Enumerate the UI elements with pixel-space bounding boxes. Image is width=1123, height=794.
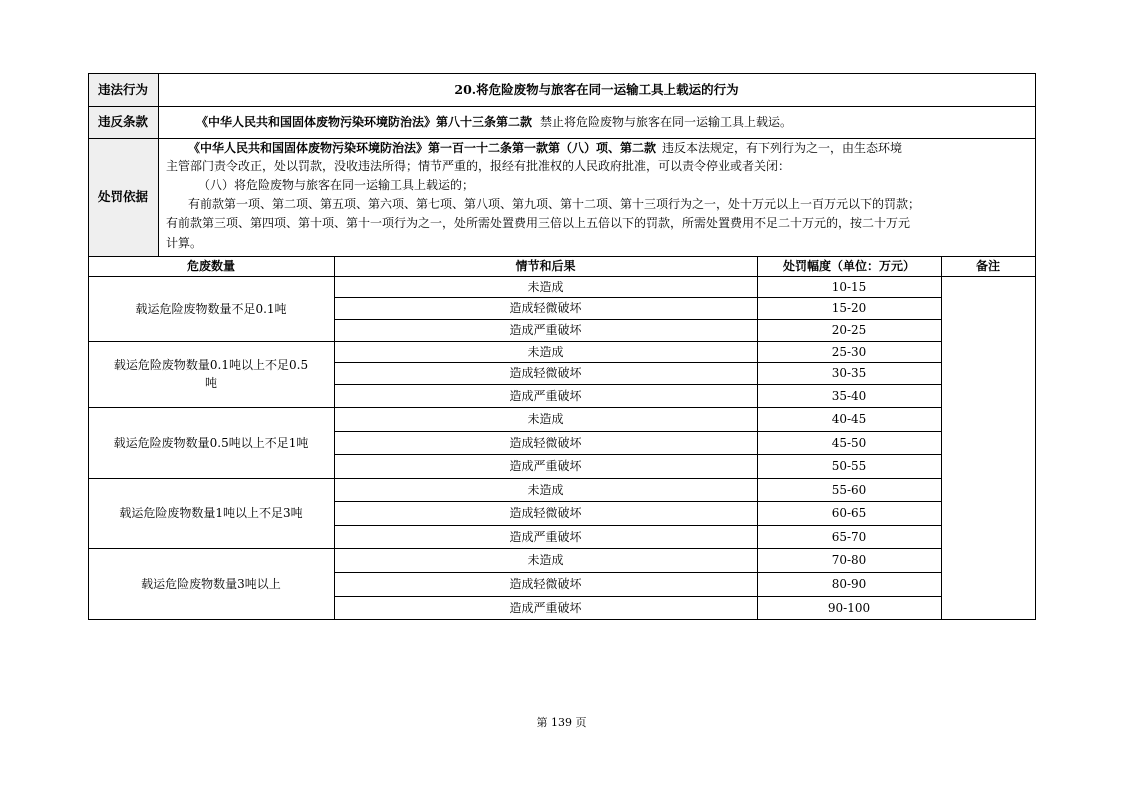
consequence-cell: 造成轻微破坏 — [509, 435, 582, 450]
rule — [88, 407, 941, 408]
rule — [334, 572, 941, 573]
rule — [88, 138, 1036, 139]
range-cell: 90-100 — [827, 600, 871, 615]
header-remark: 备注 — [975, 259, 1000, 273]
rule — [334, 297, 941, 298]
consequence-cell: 未造成 — [527, 279, 564, 294]
consequence-cell: 造成轻微破坏 — [509, 366, 582, 380]
range-cell: 80-90 — [831, 577, 867, 591]
rule — [334, 501, 941, 502]
range-cell: 65-70 — [831, 529, 867, 544]
rule — [334, 596, 941, 597]
rule — [88, 619, 1036, 620]
consequence-cell: 未造成 — [527, 344, 564, 359]
violation-title: 20.将危险废物与旅客在同一运输工具上载运的行为 — [454, 81, 739, 97]
consequence-cell: 造成严重破坏 — [509, 323, 582, 337]
range-cell: 40-45 — [831, 412, 867, 426]
clause-content — [196, 113, 1031, 132]
rule — [88, 73, 1036, 74]
range-cell: 50-55 — [831, 459, 867, 473]
basis-line-2: 主管部门责令改正，处以罚款，没收违法所得；情节严重的，报经有批准权的人民政府批准，可以责令停业或者关闭： — [166, 159, 791, 173]
quantity-cell — [88, 341, 334, 407]
rule — [88, 478, 941, 479]
basis-line-3: （八）将危险废物与旅客在同一运输工具上载运的； — [198, 178, 475, 192]
header-consequence: 情节和后果 — [515, 259, 576, 273]
rule — [1035, 256, 1036, 619]
quantity-line-1: 载运危险废物数量0.1吨以上不足0.5 — [113, 358, 309, 372]
rule — [334, 525, 941, 526]
clause-law: 《中华人民共和国固体废物污染环境防治法》第八十三条第二款 — [196, 115, 533, 129]
rule — [757, 256, 758, 619]
rule — [941, 256, 942, 619]
range-cell: 45-50 — [831, 435, 867, 450]
rule — [88, 276, 1036, 277]
rule — [88, 106, 1036, 107]
rule — [1035, 73, 1036, 256]
basis-label: 处罚依据 — [97, 189, 148, 204]
consequence-cell: 未造成 — [527, 553, 564, 567]
quantity-cell: 载运危险废物数量不足0.1吨 — [135, 301, 287, 316]
basis-line-6: 计算。 — [166, 236, 203, 250]
rule — [158, 73, 159, 256]
violation-label: 违法行为 — [97, 81, 148, 97]
header-range: 处罚幅度（单位：万元） — [782, 259, 915, 273]
rule — [334, 384, 941, 385]
consequence-cell: 造成严重破坏 — [509, 459, 582, 473]
range-cell: 10-15 — [831, 279, 867, 294]
range-cell: 30-35 — [831, 366, 867, 380]
range-cell: 20-25 — [831, 323, 867, 337]
range-cell: 15-20 — [831, 301, 867, 315]
page-number: 第 139 页 — [536, 716, 587, 729]
quantity-cell: 载运危险废物数量3吨以上 — [141, 576, 281, 591]
remark-cell — [941, 276, 1035, 619]
range-cell: 60-65 — [831, 506, 867, 520]
rule — [334, 454, 941, 455]
range-cell: 25-30 — [831, 344, 867, 359]
consequence-cell: 未造成 — [527, 412, 564, 426]
clause-text: 禁止将危险废物与旅客在同一运输工具上载运。 — [540, 115, 793, 129]
basis-line-4: 有前款第一项、第二项、第五项、第六项、第七项、第八项、第九项、第十二项、第十三项行为之一，处十万元以上一百万元以下的罚款； — [188, 197, 921, 211]
consequence-cell: 造成严重破坏 — [509, 600, 582, 615]
rule — [334, 256, 335, 619]
rule — [334, 431, 941, 432]
consequence-cell: 造成严重破坏 — [509, 529, 582, 544]
basis-law: 《中华人民共和国固体废物污染环境防治法》第一百一十二条第一款第（八）项、第二款 — [188, 141, 657, 155]
range-cell: 70-80 — [831, 553, 867, 567]
quantity-cell: 载运危险废物数量1吨以上不足3吨 — [119, 506, 303, 520]
rule — [88, 256, 89, 619]
consequence-cell: 造成轻微破坏 — [509, 506, 582, 520]
rule — [88, 73, 89, 256]
range-cell: 35-40 — [831, 388, 867, 403]
basis-line-1 — [188, 139, 1033, 158]
consequence-cell: 造成轻微破坏 — [509, 577, 582, 591]
consequence-cell: 未造成 — [527, 482, 564, 497]
quantity-cell: 载运危险废物数量0.5吨以上不足1吨 — [113, 435, 309, 450]
rule — [88, 548, 941, 549]
basis-text-1: 违反本法规定，有下列行为之一，由生态环境 — [662, 141, 903, 155]
rule — [334, 362, 941, 363]
consequence-cell: 造成严重破坏 — [509, 388, 582, 403]
consequence-cell: 造成轻微破坏 — [509, 301, 582, 315]
rule — [334, 319, 941, 320]
clause-label: 违反条款 — [97, 114, 148, 129]
rule — [88, 341, 941, 342]
quantity-line-2: 吨 — [204, 376, 217, 390]
header-quantity: 危废数量 — [186, 259, 235, 273]
range-cell: 55-60 — [831, 482, 867, 497]
basis-line-5: 有前款第三项、第四项、第十项、第十一项行为之一，处所需处置费用三倍以上五倍以下的罚款，所需处置费用不足二十万元的，按二十万元 — [166, 216, 911, 230]
